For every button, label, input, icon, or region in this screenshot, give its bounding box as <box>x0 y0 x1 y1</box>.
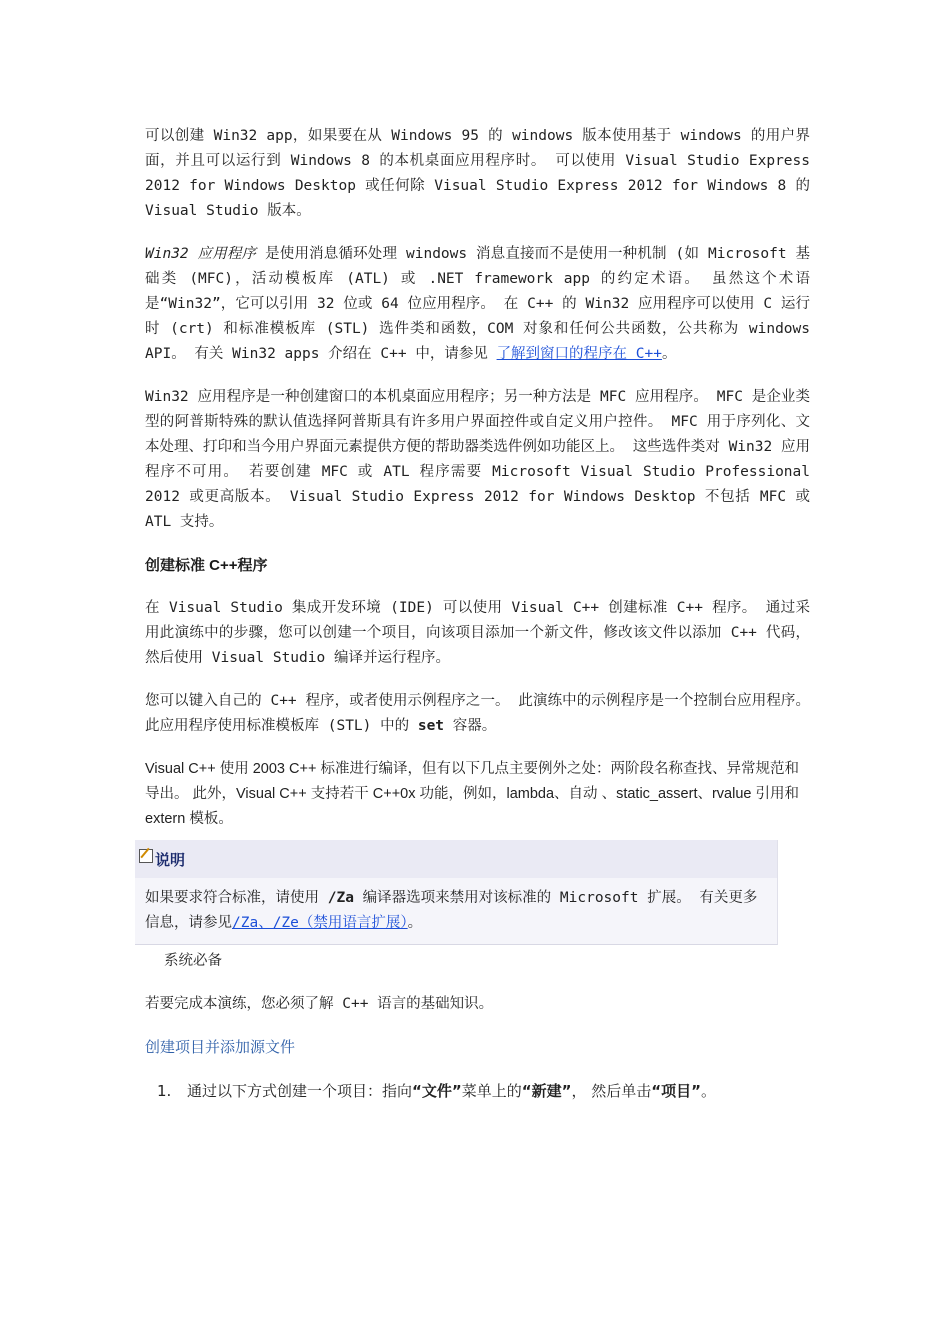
new-menu-label: “新建” <box>521 1082 572 1100</box>
prerequisites-title: 系统必备 <box>164 953 222 969</box>
win32-term: Win32 应用程序 <box>145 246 257 262</box>
section-create-project: 创建项目并添加源文件 <box>145 1038 296 1056</box>
note-text-end: 。 <box>407 915 423 931</box>
step-number: 1. <box>157 1082 172 1100</box>
win32-definition-paragraph <box>145 242 810 367</box>
step-text: ， 然后单击 <box>571 1082 652 1100</box>
note-title: 说明 <box>155 851 186 869</box>
mfc-paragraph: Win32 应用程序是一种创建窗口的本机桌面应用程序；另一种方法是 MFC 应用程序。 MFC 是企业类型的阿普斯特殊的默认值选择阿普斯具有许多用户界面控件或自定义用户控件。 MFC 用于序列化、文本处理、打印和当今用户界面元素提供方便的帮助器类选件例如功能区上。 这些选件类对 Win32 应用程序不可用。 若要创建 MFC 或 ATL 程序需要 Microsoft Visual Studio Professional 2012 或更高版本。 Visual Studio Express 2012 for Windows Desktop 不包括 MFC 或 ATL 支持。 <box>145 389 810 530</box>
win32-programs-link[interactable]: 了解到窗口的程序在 C++ <box>496 346 662 362</box>
step-text: 通过以下方式创建一个项目：指向 <box>187 1082 413 1100</box>
steps-list <box>145 1078 810 1104</box>
step-text: 菜单上的 <box>461 1082 522 1100</box>
sample-program-text: 您可以键入自己的 C++ 程序，或者使用示例程序之一。 此演练中的示例程序是一个控制台应用程序。 此应用程序使用标准模板库 (STL) 中的 <box>145 693 810 734</box>
note-text: 如果要求符合标准，请使用 <box>145 890 328 906</box>
note-text-middle: 编译器选项来禁用对该标准的 Microsoft 扩展。 有关更多信息，请参见 <box>145 890 758 931</box>
step-text: 。 <box>700 1082 716 1100</box>
list-item <box>145 1078 810 1104</box>
za-ze-link[interactable]: /Za、/Ze（禁用语言扩展） <box>232 915 408 931</box>
ide-paragraph: 在 Visual Studio 集成开发环境 (IDE) 可以使用 Visual C++ 创建标准 C++ 程序。 通过采用此演练中的步骤，您可以创建一个项目，向该项目添加一个新文件，修改该文件以添加 C++ 代码，然后使用 Visual Studio 编译并运行程序。 <box>145 600 810 666</box>
note-box <box>135 840 778 945</box>
heading-create-standard-cpp: 创建标准 C++程序 <box>145 557 268 574</box>
standard-compliance-paragraph: Visual C++ 使用 2003 C++ 标准进行编译，但有以下几点主要例外之处：两阶段名称查找、异常规范和导出。 此外，Visual C++ 支持若干 C++0x 功能，例如，lambda、自动 、static_assert、rvalue 引用和 extern 模板。 <box>145 761 799 827</box>
project-menu-label: “项目” <box>651 1082 701 1100</box>
prerequisites-paragraph: 若要完成本演练，您必须了解 C++ 语言的基础知识。 <box>145 996 494 1012</box>
win32-definition-end: 。 <box>661 346 677 362</box>
set-code: set <box>417 718 445 734</box>
za-code: /Za <box>327 890 354 906</box>
file-menu-label: “文件” <box>412 1082 462 1100</box>
win32-definition-text: 是使用消息循环处理 windows 消息直接而不是使用一种机制 (如 Microsoft 基础类 (MFC)，活动模板库 (ATL) 或 .NET framework app 的约定术语。 虽然这个术语是“Win32”，它可以引用 32 位或 64 位应用程序。 在 C++ 的 Win32 应用程序可以使用 C 运行时 (crt) 和标准模板库 (STL) 选件类和函数，COM 对象和任何公共函数，公共称为 windows API。 有关 Win32 apps 介绍在 C++ 中，请参见 <box>145 246 810 362</box>
note-pencil-icon <box>139 849 153 863</box>
sample-program-end: 容器。 <box>444 718 497 734</box>
intro-paragraph: 可以创建 Win32 app，如果要在从 Windows 95 的 windows 版本使用基于 windows 的用户界面，并且可以运行到 Windows 8 的本机桌面应用程序时。 可以使用 Visual Studio Express 2012 for Windows Desktop 或任何除 Visual Studio Express 2012 for Windows 8 的 Visual Studio 版本。 <box>145 128 810 219</box>
document-page <box>145 124 810 1104</box>
note-body <box>135 878 777 944</box>
sample-program-paragraph <box>145 689 810 739</box>
note-header <box>135 840 777 878</box>
